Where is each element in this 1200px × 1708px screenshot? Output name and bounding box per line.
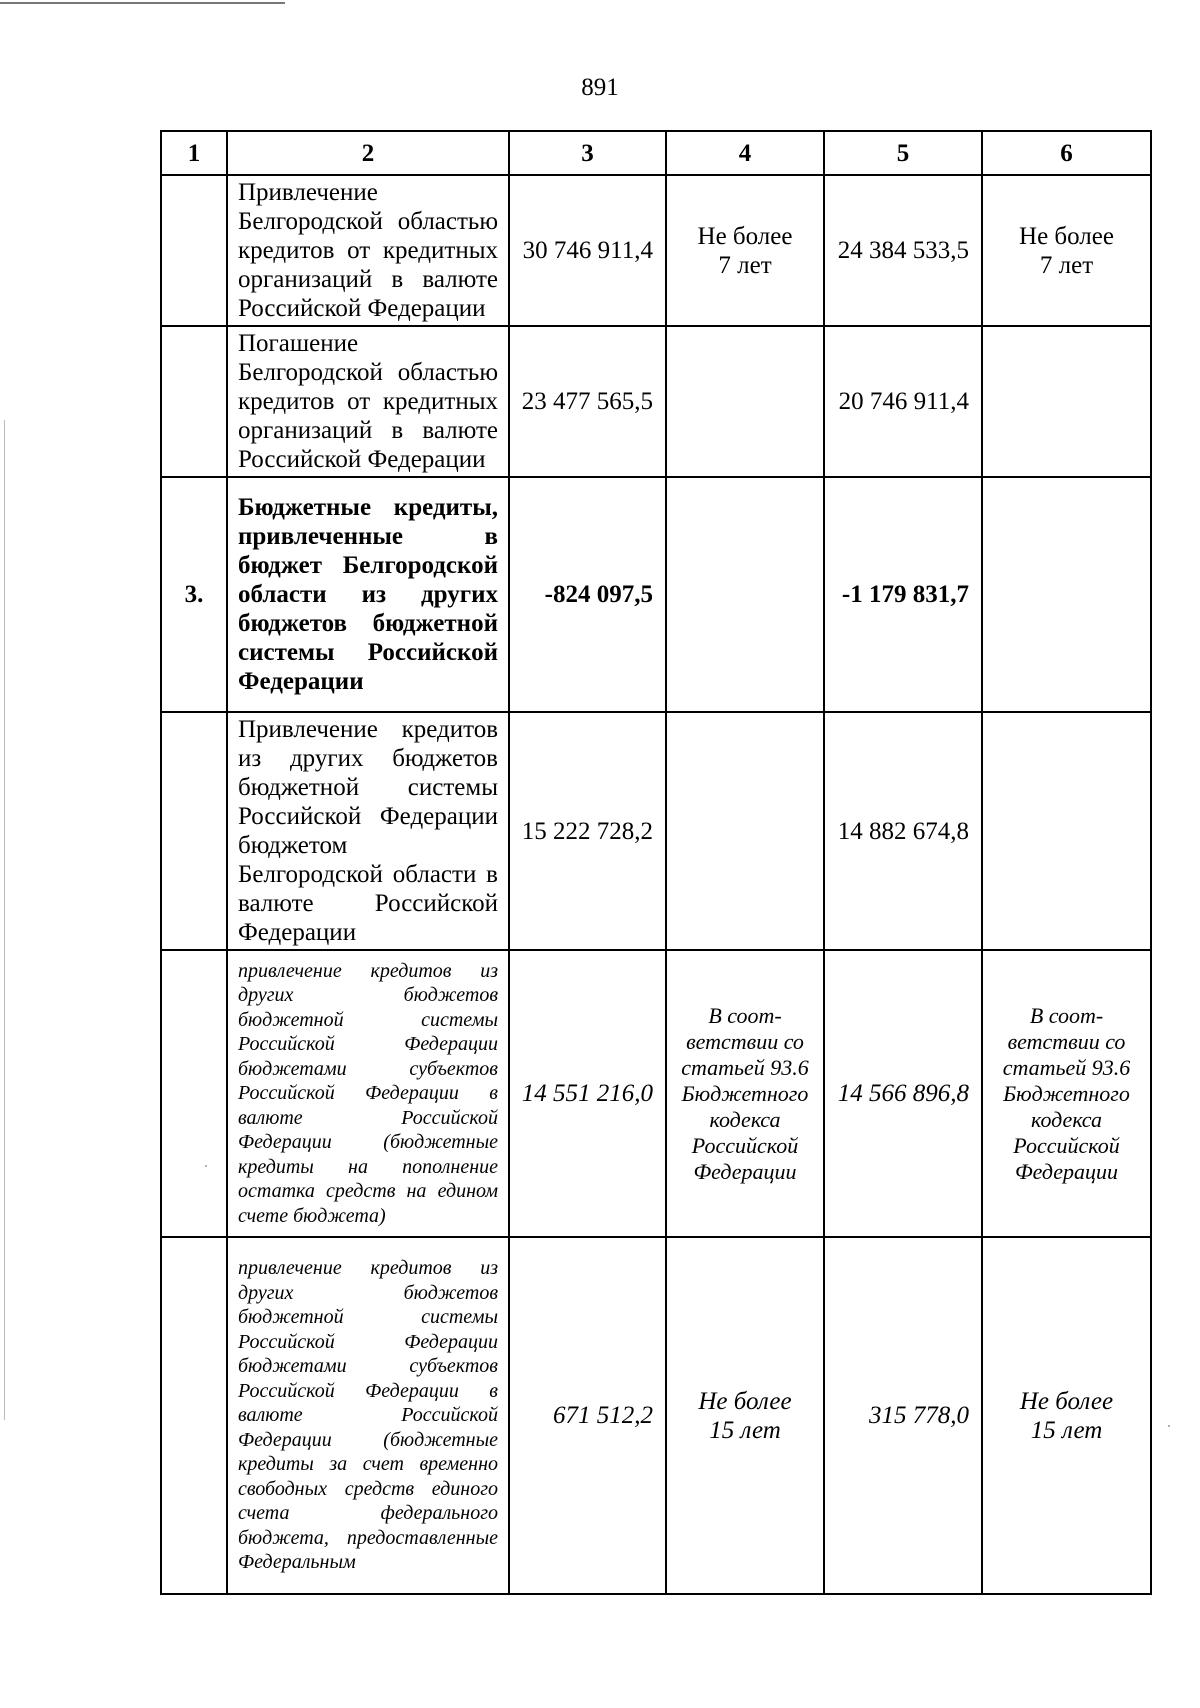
row-term-col6-text: В соот- ветствии со статьей 93.6 Бюджетного кодекса Российской Федерации: [1002, 1002, 1131, 1184]
row-value-col3: -824 097,5: [509, 477, 666, 712]
row-value-col5: 24 384 533,5: [824, 175, 982, 326]
table-row: [161, 477, 1151, 712]
row-value-col3: 23 477 565,5: [509, 326, 666, 477]
scan-speck: [205, 1165, 207, 1167]
column-header: 2: [227, 131, 509, 175]
page-edge-line: [4, 420, 5, 1420]
row-description: Привлечение Белгородской областью кредитов от кредитных организаций в валюте Российской Федерации: [227, 175, 509, 326]
column-header: 4: [666, 131, 824, 175]
row-value-col5: -1 179 831,7: [824, 477, 982, 712]
row-term-col6-text: Не более 7 лет: [1019, 222, 1114, 279]
row-term-col6-text: Не более 15 лет: [1019, 1387, 1114, 1444]
scan-speck: [1168, 1425, 1170, 1427]
row-value-col5: 315 778,0: [824, 1237, 982, 1594]
row-term-col4-text: Не более 7 лет: [697, 222, 793, 279]
row-number: [161, 175, 227, 326]
row-term-col4: [666, 175, 824, 326]
row-number: 3.: [161, 477, 227, 712]
column-header: 1: [161, 131, 227, 175]
table-row: [161, 950, 1151, 1237]
column-header: 6: [982, 131, 1151, 175]
row-term-col6: [982, 950, 1151, 1237]
row-term-col4: [666, 477, 824, 712]
row-number: [161, 950, 227, 1237]
row-term-col4-text: Не более 15 лет: [698, 1387, 792, 1444]
row-value-col3: 30 746 911,4: [509, 175, 666, 326]
table-row: [161, 1237, 1151, 1594]
top-rule: [0, 2, 285, 4]
column-header: 5: [824, 131, 982, 175]
table-row: [161, 712, 1151, 950]
row-description: привлечение кредитов из других бюджетов бюджетной системы Российской Федерации бюджетами субъектов Российской Федерации в валюте Российской Федерации (бюджетные кредиты на пополнение остатка средств на едином счете бюджета): [227, 950, 509, 1237]
row-number: [161, 326, 227, 477]
budget-table: [160, 130, 1152, 1595]
table-row: [161, 326, 1151, 477]
row-value-col3: 671 512,2: [509, 1237, 666, 1594]
row-value-col3: 15 222 728,2: [509, 712, 666, 950]
row-term-col4-text: В соот- ветствии со статьей 93.6 Бюджетного кодекса Российской Федерации: [681, 1002, 809, 1184]
table-header-row: [161, 131, 1151, 175]
row-term-col6: [982, 1237, 1151, 1594]
row-term-col4: [666, 950, 824, 1237]
row-value-col3: 14 551 216,0: [509, 950, 666, 1237]
row-term-col6: [982, 326, 1151, 477]
row-term-col4: [666, 712, 824, 950]
row-term-col4: [666, 1237, 824, 1594]
row-term-col6: [982, 175, 1151, 326]
row-description: Привлечение кредитов из других бюджетов бюджетной системы Российской Федерации бюджетом Белгородской области в валюте Российской Федерации: [227, 712, 509, 950]
row-value-col5: 20 746 911,4: [824, 326, 982, 477]
row-value-col5: 14 566 896,8: [824, 950, 982, 1237]
row-description: привлечение кредитов из других бюджетов бюджетной системы Российской Федерации бюджетами субъектов Российской Федерации в валюте Российской Федерации (бюджетные кредиты за счет временно свободных средств единого счета федерального бюджета, предоставленные Федеральным: [227, 1237, 509, 1594]
row-description: Бюджетные кредиты, привлеченные в бюджет Белгородской области из других бюджетов бюджетной системы Российской Федерации: [227, 477, 509, 712]
row-number: [161, 712, 227, 950]
row-value-col5: 14 882 674,8: [824, 712, 982, 950]
row-number: [161, 1237, 227, 1594]
row-term-col6: [982, 712, 1151, 950]
table-row: [161, 175, 1151, 326]
page-number: 891: [581, 74, 619, 101]
row-term-col4: [666, 326, 824, 477]
column-header: 3: [509, 131, 666, 175]
row-term-col6: [982, 477, 1151, 712]
row-description: Погашение Белгородской областью кредитов от кредитных организаций в валюте Российской Федерации: [227, 326, 509, 477]
